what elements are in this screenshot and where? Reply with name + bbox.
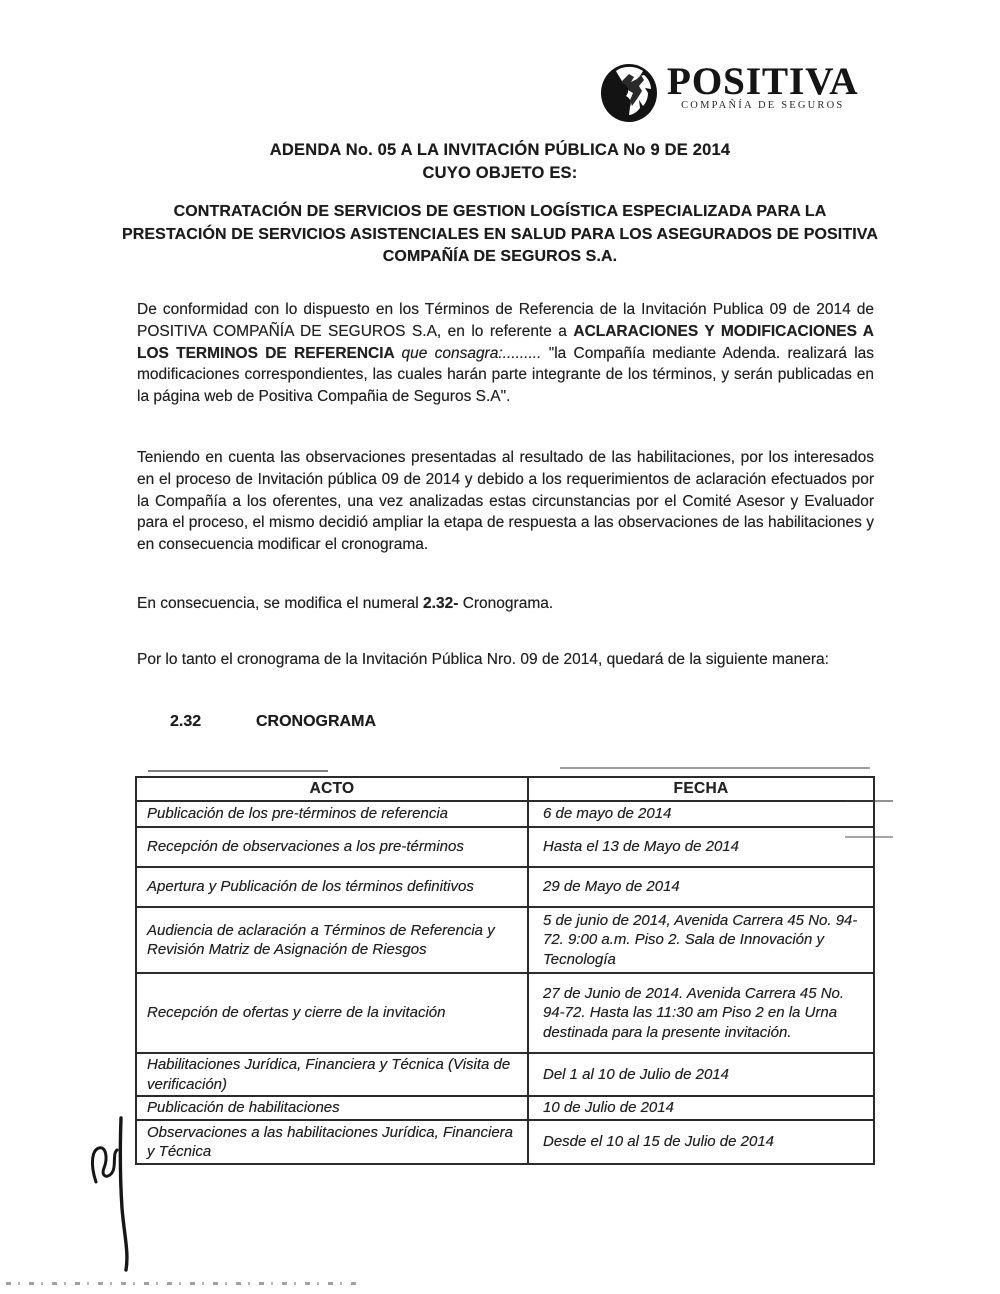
logo-brand-text: POSITIVA: [667, 60, 859, 103]
acto-cell: Audiencia de aclaración a Términos de Referencia y Revisión Matriz de Asignación de Riesgos: [136, 907, 528, 973]
fecha-cell: 29 de Mayo de 2014: [528, 867, 874, 907]
fecha-cell: 5 de junio de 2014, Avenida Carrera 45 No. 94-72. 9:00 a.m. Piso 2. Sala de Innovación y Tecnología: [528, 907, 874, 973]
acto-cell: Apertura y Publicación de los términos definitivos: [136, 867, 528, 907]
fecha-cell: 10 de Julio de 2014: [528, 1096, 874, 1120]
document-title-line2: CUYO OBJETO ES:: [422, 164, 578, 182]
paragraph-conformidad: [137, 299, 874, 408]
paragraph-conformidad-quote: "la Compañía mediante Adenda. realizará las modificaciones correspondientes, las cuales harán parte integrante de los términos, y serán publicadas en la página web de Positiva Compañia de Seguros S.A".: [137, 344, 875, 406]
fecha-cell: Hasta el 13 de Mayo de 2014: [528, 827, 874, 867]
fecha-cell: Desde el 10 al 15 de Julio de 2014: [528, 1120, 874, 1164]
table-row: [136, 1096, 874, 1120]
table-row: [136, 907, 874, 973]
paragraph-teniendo: Teniendo en cuenta las observaciones presentadas al resultado de las habilitaciones, por los interesados en el proceso de Invitación pública 09 de 2014 y debido a los requerimientos de aclaración efectuados por la Compañía a los oferentes, una vez analizadas estas circunstancias por el Comité Asesor y Evaluador para el proceso, el mismo decidió ampliar la etapa de respuesta a las observaciones de las habilitaciones y en consecuencia modificar el cronograma.: [137, 449, 874, 554]
positiva-globe-map-icon: [599, 62, 659, 124]
scan-noise-dashes: [6, 1282, 362, 1285]
table-row: [136, 801, 874, 827]
title-block: [0, 139, 1000, 185]
paragraph-consecuencia: [137, 593, 874, 615]
table-row: [136, 867, 874, 907]
fecha-cell: Del 1 al 10 de Julio de 2014: [528, 1053, 874, 1096]
section-heading-cronograma: [170, 713, 376, 731]
paragraph-porlotanto: Por lo tanto el cronograma de la Invitación Pública Nro. 09 de 2014, quedará de la siguiente manera:: [137, 651, 829, 668]
handwritten-pen-mark: [84, 1112, 154, 1280]
logo-text-block: [667, 62, 859, 111]
scan-artifact-line: [845, 800, 893, 802]
object-statement: CONTRATACIÓN DE SERVICIOS DE GESTION LOGÍSTICA ESPECIALIZADA PARA LA PRESTACIÓN DE SERVICIOS ASISTENCIALES EN SALUD PARA LOS ASEGURADOS DE POSITIVA COMPAÑÍA DE SEGUROS S.A.: [121, 203, 879, 265]
acto-cell: Publicación de habilitaciones: [136, 1096, 528, 1120]
scan-artifact-line: [560, 767, 870, 769]
scan-artifact-line: [148, 770, 328, 772]
cronograma-table: [135, 776, 875, 1165]
column-header-acto: ACTO: [136, 777, 528, 801]
paragraph-conformidad-text: De conformidad con lo dispuesto en los Términos de Referencia de la Invitación Publica 09 de 2014 de POSITIVA COMPAÑÍA DE SEGUROS S.A, en lo referente a: [137, 301, 874, 340]
acto-cell: Recepción de ofertas y cierre de la invitación: [136, 973, 528, 1053]
table-row: [136, 973, 874, 1053]
acto-cell: Publicación de los pre-términos de referencia: [136, 801, 528, 827]
fecha-cell: 6 de mayo de 2014: [528, 801, 874, 827]
paragraph-conformidad-bold: ACLARACIONES Y MODIFICACIONES A LOS TERMINOS DE REFERENCIA: [137, 322, 874, 362]
table-row: [136, 1053, 874, 1096]
paragraph-consecuencia-tail: Cronograma.: [458, 595, 554, 612]
table-row: [136, 827, 874, 867]
acto-cell: Habilitaciones Jurídica, Financiera y Técnica (Visita de verificación): [136, 1053, 528, 1096]
scan-artifact-line: [845, 836, 893, 838]
document-title-line1: ADENDA No. 05 A LA INVITACIÓN PÚBLICA No 9 DE 2014: [269, 141, 731, 159]
acto-cell: Observaciones a las habilitaciones Jurídica, Financiera y Técnica: [136, 1120, 528, 1164]
paragraph-consecuencia-text: En consecuencia, se modifica el numeral: [137, 595, 424, 612]
column-header-fecha: FECHA: [528, 777, 874, 801]
fecha-cell: 27 de Junio de 2014. Avenida Carrera 45 No. 94-72. Hasta las 11:30 am Piso 2 en la Urna destinada para la presente invitación.: [528, 973, 874, 1053]
section-number: 2.32: [170, 713, 202, 730]
positiva-logo: [599, 62, 859, 124]
section-title: CRONOGRAMA: [256, 713, 376, 730]
table-header-row: [136, 777, 874, 801]
paragraph-conformidad-italic: que consagra:.........: [401, 344, 549, 362]
table-row: [136, 1120, 874, 1164]
logo-tagline-text: COMPAÑÍA DE SEGUROS: [681, 100, 845, 111]
acto-cell: Recepción de observaciones a los pre-términos: [136, 827, 528, 867]
paragraph-consecuencia-numeral: 2.32-: [423, 595, 459, 612]
